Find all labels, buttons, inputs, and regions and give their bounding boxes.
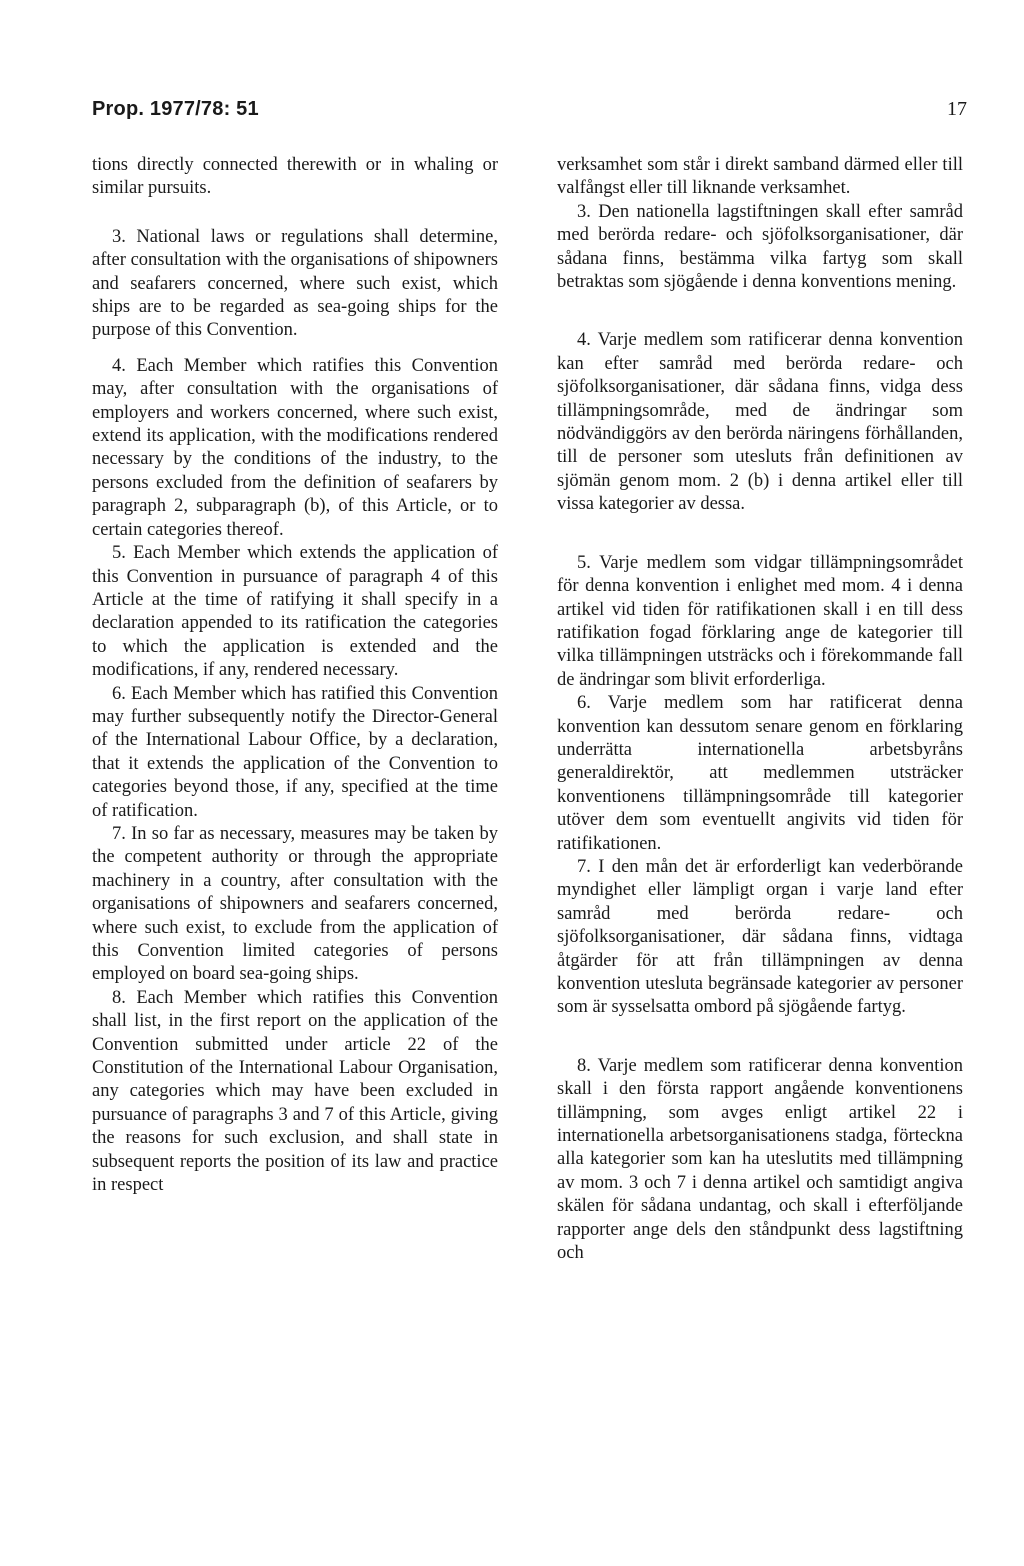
english-paragraph-continuation: tions directly connected therewith or in whaling or similar pursuits. bbox=[92, 155, 498, 199]
swedish-column bbox=[557, 154, 963, 1265]
document-reference: Prop. 1977/78: 51 bbox=[92, 98, 259, 120]
page-number: 17 bbox=[947, 98, 967, 120]
swedish-paragraph-3: 3. Den nationella lagstiftningen skall efter samråd med berörda redare- och sjöfolksorganisationer, där sådana finns, bestämma vilka fartyg som skall betraktas som sjögående i denna konventions mening. bbox=[557, 201, 963, 293]
swedish-paragraph-4: 4. Varje medlem som ratificerar denna konvention kan efter samråd med berörda redare- och sjöfolksorganisationer, där sådana finns, vidga dess tillämpningsområde, med de ändringar som nödvändiggörs av den berörda näringens förhållanden, till de personer som utesluts från definitionen av sjömän genom mom. 2 (b) i denna artikel eller till vissa kategorier av dessa. bbox=[557, 330, 963, 515]
english-column bbox=[92, 154, 498, 1197]
english-paragraph-6: 6. Each Member which has ratified this Convention may further subsequently notify the Director-General of the International Labour Office, by a declaration, that it extends the application of the Convention to categories beyond those, if any, specified at the time of ratification. bbox=[92, 683, 498, 821]
swedish-paragraph-7: 7. I den mån det är erforderligt kan vederbörande myndighet eller lämpligt organ i varje land efter samråd med berörda redare- och sjöfolksorganisationer, där sådana finns, vidtaga åtgärder för att från tillämpningen av denna konvention utesluta begränsade kategorier av personer som är sysselsatta ombord på sjögående fartyg. bbox=[557, 856, 963, 1018]
english-paragraph-4: 4. Each Member which ratifies this Convention may, after consultation with the organisations of employers and workers concerned, where such exist, extend its application, with the modifications rendered necessary by the conditions of the industry, to the persons excluded from the definition of seafarers by paragraph 2, subparagraph (b), of this Article, or to certain categories thereof. bbox=[92, 355, 498, 540]
english-paragraph-3: 3. National laws or regulations shall determine, after consultation with the organisations of shipowners and seafarers concerned, where such exist, which ships are to be regarded as sea-going ships for the purpose of this Convention. bbox=[92, 226, 498, 341]
swedish-paragraph-5: 5. Varje medlem som vidgar tillämpningsområdet för denna konvention i enlighet med mom. 4 i denna artikel vid tiden för ratifikationen skall i en till dess ratifikation fogad förklaring ange de kategorier till vilka tillämpningen utsträcks och i förekommande fall de ändringar som blivit erforderliga. bbox=[557, 552, 963, 690]
swedish-paragraph-8: 8. Varje medlem som ratificerar denna konvention skall i den första rapport angående konventionens tillämpning, som avges enligt artikel 22 i internationella arbetsorganisationens stadga, förteckna alla kategorier som kan ha uteslutits med tillämpning av mom. 3 och 7 i denna artikel och samtidigt angiva skälen för sådana undantag, och skall i efterföljande rapporter ange dels den ståndpunkt dess lagstiftning och bbox=[557, 1055, 963, 1264]
english-paragraph-8: 8. Each Member which ratifies this Convention shall list, in the first report on the application of the Convention submitted under article 22 of the Constitution of the International Labour Organisation, any categories which may have been excluded in pursuance of paragraphs 3 and 7 of this Article, giving the reasons for such exclusion, and shall state in subsequent reports the position of its law and practice in respect bbox=[92, 987, 498, 1196]
swedish-paragraph-6: 6. Varje medlem som har ratificerat denna konvention kan dessutom senare genom en förklaring underrätta internationella arbetsbyråns generaldirektör, att medlemmen utsträcker konventionens tillämpningsområde till kategorier utöver dem som eventuellt angivits vid tiden för ratifikationen. bbox=[557, 693, 963, 854]
english-paragraph-7: 7. In so far as necessary, measures may be taken by the competent authority or through the appropriate machinery in a country, after consultation with the organisations of shipowners and seafarers concerned, where such exist, to exclude from the application of this Convention limited categories of persons employed on board sea-going ships. bbox=[92, 823, 498, 985]
english-paragraph-5: 5. Each Member which extends the application of this Convention in pursuance of paragraph 4 of this Article at the time of ratifying it shall specify in a declaration appended to its ratification the categories to which the application is extended and the modifications, if any, rendered necessary. bbox=[92, 543, 498, 681]
page-header bbox=[92, 98, 967, 128]
swedish-paragraph-continuation: verksamhet som står i direkt samband därmed eller till valfångst eller till liknande verksamhet. bbox=[557, 155, 963, 199]
